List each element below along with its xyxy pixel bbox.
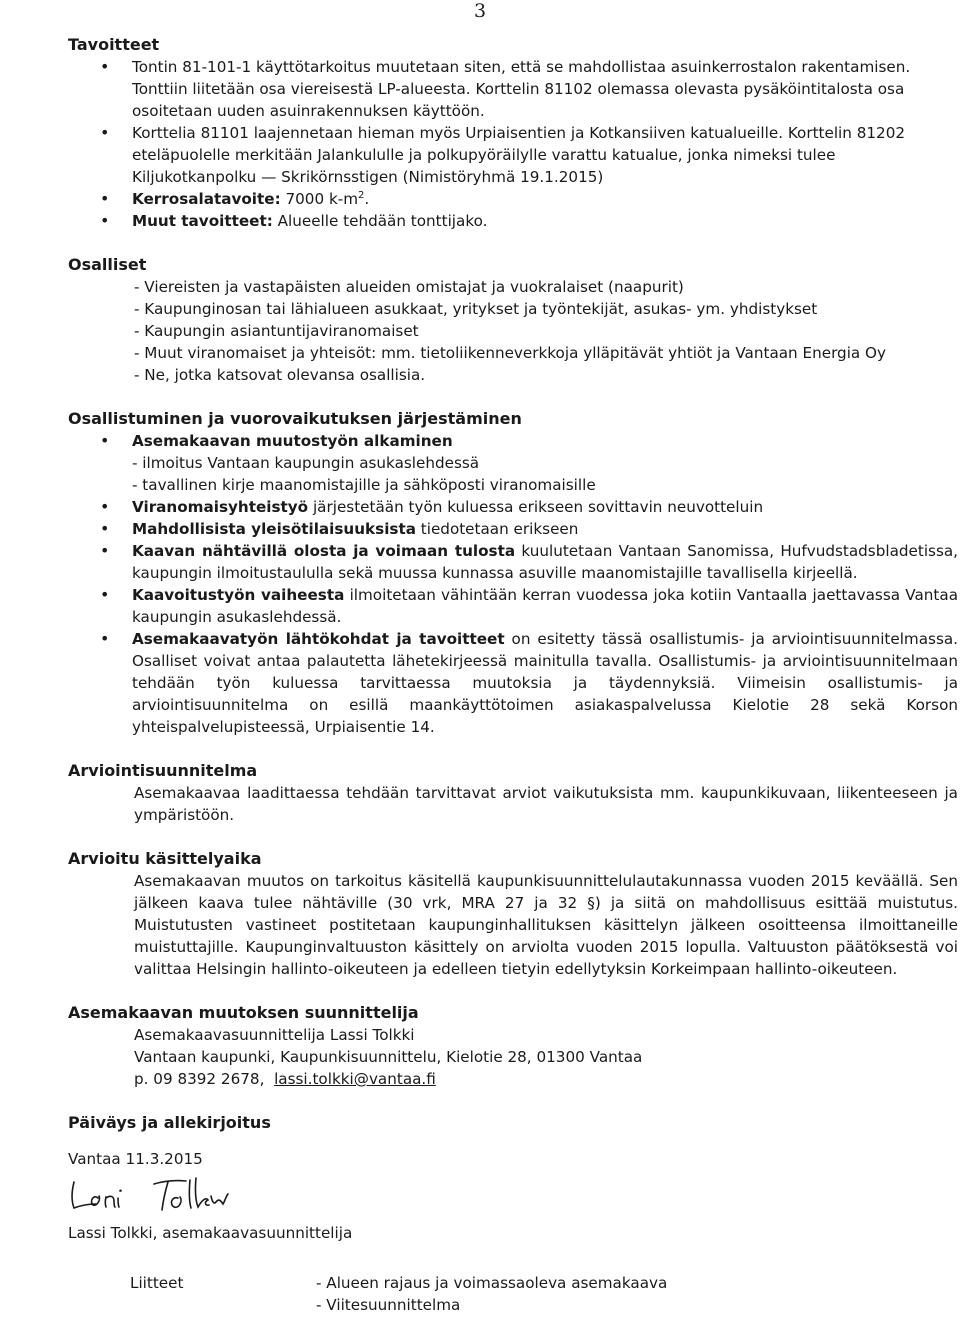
list-item: [132, 122, 958, 188]
sub-item: - ilmoitus Vantaan kaupungin asukaslehdessä: [132, 454, 480, 472]
section-heading-arviointisuunnitelma: Arviointisuunnitelma: [68, 761, 258, 780]
list-item-label: Muut tavoitteet:: [132, 212, 273, 230]
signature-icon: [68, 1174, 248, 1216]
list-item-text: 7000 k-m: [285, 190, 359, 208]
contact-line: [134, 1068, 958, 1090]
list-item: - Viitesuunnittelma: [316, 1296, 461, 1314]
sub-item: - tavallinen kirje maanomistajille ja sähköposti viranomaisille: [132, 476, 596, 494]
list-item: [132, 188, 958, 210]
superscript: 2: [358, 189, 365, 201]
list-item: - Muut viranomaiset ja yhteisöt: mm. tietoliikenneverkkoja ylläpitävät yhtiöt ja Vantaan Energia Oy: [134, 344, 886, 362]
list-item-text: ilmoitetaan vähintään kerran vuodessa joka kotiin Vantaalla jaettavassa Vantaa kaupungin asukaslehdessä.: [132, 586, 958, 626]
section-heading-tavoitteet: Tavoitteet: [68, 35, 160, 54]
section-heading-kasittelyaika: Arvioitu käsittelyaika: [68, 849, 262, 868]
page-number: 3: [474, 0, 487, 22]
section-heading-paivays: Päiväys ja allekirjoitus: [68, 1113, 271, 1132]
kasittelyaika-text: Asemakaavan muutos on tarkoitus käsitellä kaupunkisuunnittelulautakunnassa vuoden 2015 keväällä. Sen jälkeen kaava tulee nähtäville (30 vrk, MRA 27 ja 32 §) ja siitä on mahdollisuus esittää muistutus. Muistutusten vastineet postitetaan kaupunginhallituksen käsittelyn jälkeen osoitteensa ilmoittaneille muistuttajille. Kaupunginvaltuuston käsittely on arviolta vuoden 2015 lopulla. Valtuuston päätöksestä voi valittaa Helsingin hallinto-oikeuteen ja edelleen tietyin edellytyksin Korkeimpaan hallinto-oikeuteen.: [134, 872, 958, 978]
list-item: [132, 518, 958, 540]
list-item: - Viereisten ja vastapäisten alueiden omistajat ja vuokralaiset (naapurit): [134, 278, 684, 296]
attachments-label: Liitteet: [130, 1274, 184, 1292]
osalliset-list: [68, 276, 958, 386]
list-item-label: Viranomaisyhteistyö: [132, 498, 309, 516]
list-item-text: on esitetty tässä osallistumis- ja arviointisuunnitelmassa. Osalliset voivat antaa palautetta lähetekirjeessä mainitulla tavalla. Osallistumis- ja arviointisuunnitelmaan tehdään työn kuluessa tarvittaessa muutoksia ja täydennyksiä. Viimeisin osallistumis- ja arviointisuunnitelma on esillä maankäyttötoimen asiakaspalvelussa Kielotie 28 sekä Korson yhteispalvelupisteessä, Urpiaisentie 14.: [132, 630, 958, 736]
list-item-text: Alueelle tehdään tonttijako.: [277, 212, 488, 230]
list-item-label: Mahdollisista yleisötilaisuuksista: [132, 520, 416, 538]
section-heading-osalliset: Osalliset: [68, 255, 147, 274]
tavoitteet-list: [68, 56, 958, 232]
section-heading-suunnittelija: Asemakaavan muutoksen suunnittelija: [68, 1003, 419, 1022]
list-item-text: järjestetään työn kuluessa erikseen sovittavin neuvotteluin: [312, 498, 764, 516]
osallistuminen-list: [68, 430, 958, 738]
list-item: [132, 540, 958, 584]
list-item-text: tiedotetaan erikseen: [420, 520, 579, 538]
list-item-tail: .: [364, 190, 370, 208]
section-heading-osallistuminen: Osallistuminen ja vuorovaikutuksen järjestäminen: [68, 409, 522, 428]
list-item: [132, 584, 958, 628]
list-item: - Kaupunginosan tai lähialueen asukkaat, yritykset ja työntekijät, asukas- ym. yhdistykset: [134, 300, 818, 318]
list-item-label: Kaavan nähtävillä olosta ja voimaan tulosta: [132, 542, 516, 560]
signer-name: Lassi Tolkki, asemakaavasuunnittelija: [68, 1224, 353, 1242]
signature: [68, 1170, 958, 1222]
contact-address: Vantaan kaupunki, Kaupunkisuunnittelu, Kielotie 28, 01300 Vantaa: [134, 1048, 643, 1066]
contact-title: Asemakaavasuunnittelija Lassi Tolkki: [134, 1026, 415, 1044]
document-body: [68, 34, 958, 1316]
list-item: [132, 56, 958, 122]
list-item: - Alueen rajaus ja voimassaoleva asemakaava: [316, 1274, 668, 1292]
list-item-text: Tontin 81-101-1 käyttötarkoitus muutetaan siten, että se mahdollistaa asuinkerrostalon rakentamisen. Tonttiin liitetään osa viereisestä LP-alueesta. Korttelin 81102 olemassa olevasta pysäköintitalosta osa osoitetaan uuden asuinrakennuksen käyttöön.: [132, 58, 911, 120]
list-item: [132, 210, 958, 232]
email-link[interactable]: lassi.tolkki@vantaa.fi: [274, 1070, 436, 1088]
list-item: - Ne, jotka katsovat olevansa osallisia.: [134, 366, 426, 384]
attachments-list: [316, 1272, 667, 1316]
list-item-text: Korttelia 81101 laajennetaan hieman myös Urpiaisentien ja Kotkansiiven katualueille. Korttelin 81202 eteläpuolelle merkitään Jalankululle ja polkupyöräilylle varattu katualue, jonka nimeksi tulee Kiljukotkanpolku — Skrikörnsstigen (Nimistöryhmä 19.1.2015): [132, 124, 906, 186]
list-item-label: Kaavoitustyön vaiheesta: [132, 586, 345, 604]
contact-block: [68, 1024, 958, 1090]
list-item: [132, 496, 958, 518]
attachments: [68, 1272, 958, 1316]
list-item-label: Asemakaavatyön lähtökohdat ja tavoitteet: [132, 630, 505, 648]
list-item: [132, 628, 958, 738]
list-item: [132, 430, 958, 496]
arviointi-text: Asemakaavaa laadittaessa tehdään tarvittavat arviot vaikutuksista mm. kaupunkikuvaan, liikenteeseen ja ympäristöön.: [134, 784, 958, 824]
list-item: - Kaupungin asiantuntijaviranomaiset: [134, 322, 419, 340]
place-date: Vantaa 11.3.2015: [68, 1150, 203, 1168]
contact-phone: p. 09 8392 2678,: [134, 1070, 265, 1088]
list-item-label: Kerrosalatavoite:: [132, 190, 281, 208]
list-item-label: Asemakaavan muutostyön alkaminen: [132, 432, 453, 450]
list-item-text: kuulutetaan Vantaan Sanomissa, Hufvudstadsbladetissa, kaupungin ilmoitustaululla sekä muussa kunnassa asuville maanomistajille tavallisella kirjeellä.: [132, 542, 959, 582]
